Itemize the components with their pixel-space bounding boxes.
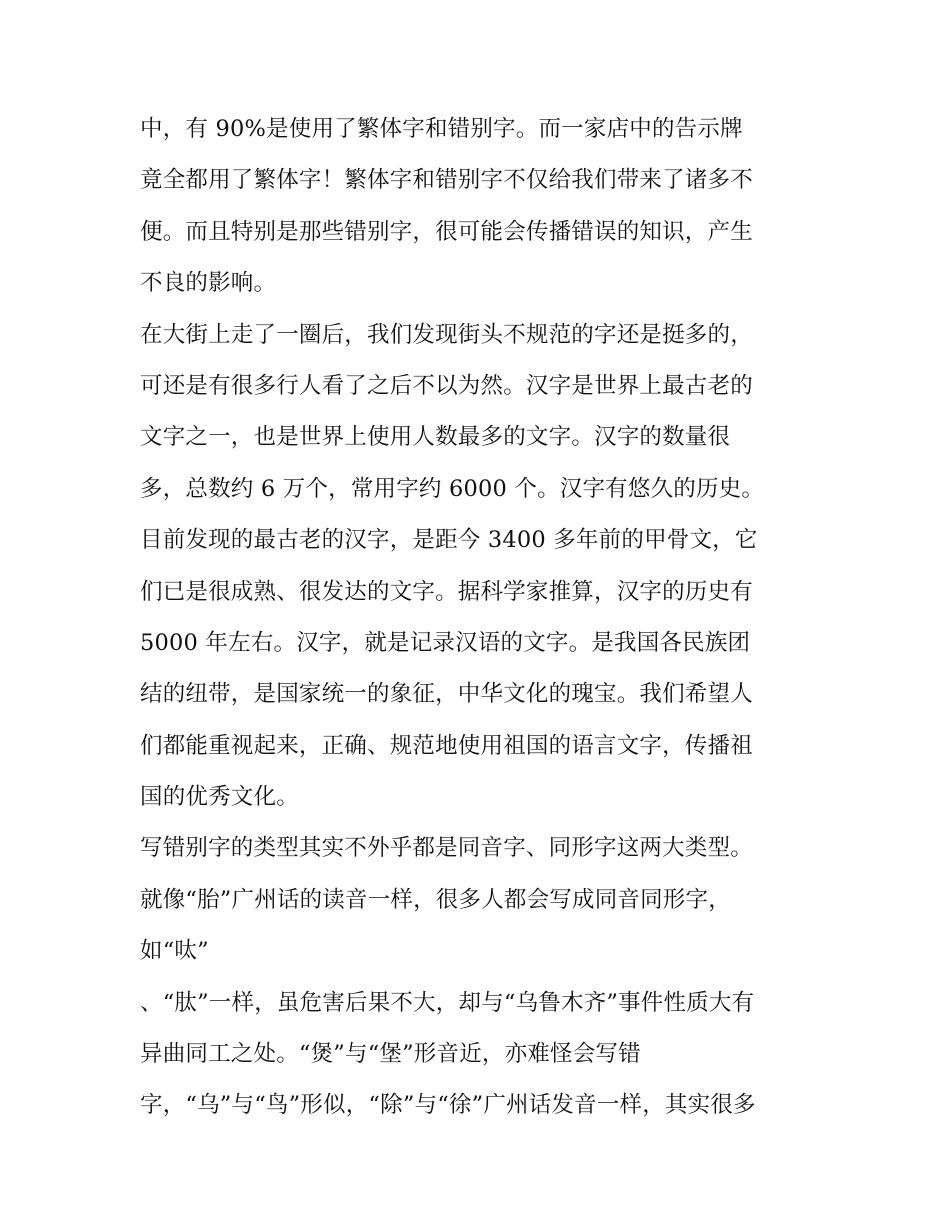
text-line: 异曲同工之处。“煲”与“堡”形音近，亦难怪会写错 <box>140 1041 641 1068</box>
text-line: 如“呔” <box>140 938 209 965</box>
text-line: 结的纽带，是国家统一的象征，中华文化的瑰宝。我们希望人 <box>140 681 753 708</box>
text-line: 在大街上走了一圈后，我们发现街头不规范的字还是挺多的， <box>140 321 753 348</box>
text-line: 写错别字的类型其实不外乎都是同音字、同形字这两大类型。 <box>140 835 753 862</box>
text-line: 字，“乌”与“鸟”形似，“除”与“徐”广州话发音一样，其实很多 <box>140 1092 756 1119</box>
body-text <box>140 104 820 1132</box>
text-line: 多，总数约 6 万个，常用字约 6000 个。汉字有悠久的历史。 <box>140 475 765 502</box>
text-line: 5000 年左右。汉字，就是记录汉语的文字。是我国各民族团 <box>140 629 751 656</box>
text-line: 可还是有很多行人看了之后不以为然。汉字是世界上最古老的 <box>140 372 753 399</box>
text-line: 便。而且特别是那些错别字，很可能会传播错误的知识，产生 <box>140 218 753 245</box>
text-line: 国的优秀文化。 <box>140 784 299 811</box>
text-line: 就像“胎”广州话的读音一样，很多人都会写成同音同形字， <box>140 886 731 913</box>
text-line: 中，有 90%是使用了繁体字和错别字。而一家店中的告示牌 <box>140 116 743 142</box>
text-line: 目前发现的最古老的汉字，是距今 3400 多年前的甲骨文，它 <box>140 527 758 554</box>
text-line: 竟全都用了繁体字！繁体字和错别字不仅给我们带来了诸多不 <box>140 167 753 194</box>
text-line: 不良的影响。 <box>140 270 277 297</box>
text-line: 文字之一，也是世界上使用人数最多的文字。汉字的数量很 <box>140 424 731 451</box>
text-line: 们都能重视起来，正确、规范地使用祖国的语言文字，传播祖 <box>140 732 753 759</box>
text-line: 们已是很成熟、很发达的文字。据科学家推算，汉字的历史有 <box>140 578 753 605</box>
text-line: 、“肽”一样，虽危害后果不大，却与“乌鲁木齐”事件性质大有 <box>140 989 755 1016</box>
